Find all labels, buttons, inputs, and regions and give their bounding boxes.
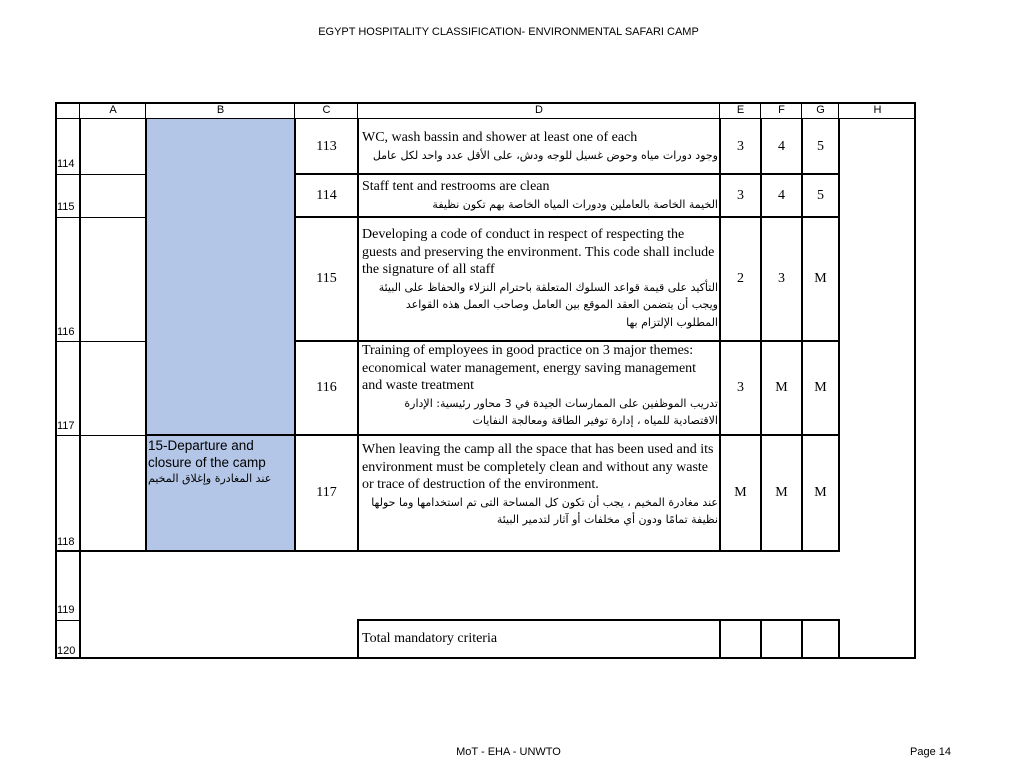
- grid-line: [55, 118, 916, 119]
- criterion-description[interactable]: [358, 178, 720, 216]
- criterion-number[interactable]: 117: [316, 484, 337, 500]
- grid-line: [55, 657, 916, 659]
- score-g[interactable]: 5: [817, 138, 824, 154]
- grid-line: [55, 620, 81, 621]
- column-header-h[interactable]: H: [873, 104, 882, 116]
- score-e[interactable]: 3: [737, 187, 744, 203]
- criterion-number[interactable]: 114: [316, 187, 337, 203]
- criterion-text-ar: عند مغادرة المخيم ، يجب أن تكون كل المساحة التى تم استخدامها وما حولها نظيفة تمامًا ودون أي مخلفات أو آثار لتدمير البيئة: [371, 495, 718, 526]
- score-g[interactable]: M: [814, 380, 827, 395]
- criterion-text-ar: الخيمة الخاصة بالعاملين ودورات المياه الخاصة بهم تكون نظيفة: [432, 197, 718, 211]
- grid-line: [55, 550, 840, 552]
- page-number: Page 14: [910, 746, 951, 758]
- grid-line: [145, 434, 840, 436]
- spreadsheet: [55, 102, 916, 659]
- grid-line: [357, 619, 840, 621]
- criterion-description[interactable]: [358, 129, 720, 173]
- grid-line: [838, 119, 840, 551]
- column-header-g[interactable]: G: [816, 104, 825, 116]
- score-g[interactable]: 5: [817, 187, 824, 203]
- score-e[interactable]: 3: [737, 138, 744, 154]
- score-e[interactable]: 2: [737, 271, 744, 286]
- score-g[interactable]: M: [814, 271, 827, 286]
- score-e[interactable]: M: [734, 484, 747, 500]
- grid-line: [760, 119, 762, 551]
- document-header: EGYPT HOSPITALITY CLASSIFICATION- ENVIRONMENTAL SAFARI CAMP: [318, 26, 699, 38]
- grid-line: [145, 102, 146, 119]
- column-header-a[interactable]: A: [109, 104, 117, 116]
- grid-line: [838, 619, 840, 659]
- criterion-description[interactable]: [358, 441, 720, 549]
- row-number[interactable]: 115: [57, 201, 75, 213]
- document-footer: MoT - EHA - UNWTO: [456, 746, 561, 758]
- column-header-c[interactable]: C: [322, 104, 331, 116]
- score-f[interactable]: M: [775, 380, 788, 395]
- column-header-d[interactable]: D: [535, 104, 543, 116]
- criterion-text-ar: وجود دورات مياه وحوض غسيل للوجه ودش، على الأقل عدد واحد لكل عامل: [372, 148, 718, 162]
- grid-line: [801, 102, 802, 119]
- grid-line: [295, 340, 840, 342]
- score-e[interactable]: 3: [737, 380, 744, 395]
- row-number[interactable]: 117: [57, 420, 75, 432]
- score-g[interactable]: M: [814, 484, 827, 500]
- grid-line: [295, 216, 840, 218]
- grid-line: [719, 102, 720, 119]
- grid-line: [760, 619, 762, 659]
- grid-line: [294, 102, 295, 119]
- criterion-number[interactable]: 115: [316, 271, 337, 286]
- grid-line: [79, 102, 80, 119]
- criterion-text-en: Developing a code of conduct in respect of respecting the guests and preserving the environment. This code shall include the signature of all staff: [362, 227, 715, 277]
- grid-line: [55, 174, 146, 175]
- row-number[interactable]: 119: [57, 604, 75, 616]
- grid-line: [838, 102, 839, 119]
- section-label-en: 15-Departure and closure of the camp: [148, 438, 266, 470]
- section-label-ar: عند المغادرة وإغلاق المخيم: [148, 472, 272, 485]
- grid-line: [55, 217, 146, 218]
- section-label[interactable]: [146, 437, 295, 497]
- criterion-description[interactable]: [358, 342, 720, 434]
- score-f[interactable]: M: [775, 484, 788, 500]
- grid-line: [79, 119, 81, 659]
- criterion-text-en: WC, wash bassin and shower at least one of each: [362, 130, 638, 145]
- criterion-number[interactable]: 116: [316, 380, 337, 395]
- total-mandatory-label[interactable]: Total mandatory criteria: [362, 631, 498, 647]
- criterion-description[interactable]: [358, 226, 720, 340]
- grid-line: [357, 119, 359, 551]
- row-number[interactable]: 114: [57, 158, 75, 170]
- grid-line: [914, 102, 916, 659]
- column-header-b[interactable]: B: [216, 104, 225, 116]
- grid-line: [801, 619, 803, 659]
- grid-line: [55, 435, 146, 436]
- criterion-text-ar: التأكيد على قيمة قواعد السلوك المتعلقة باحترام النزلاء والحفاظ على البيئة ويجب أن يتضمن العقد الموقع بين العامل وصاحب العمل هذه القواعد المطلوب الإلتزام بها: [378, 280, 718, 329]
- grid-line: [55, 102, 57, 659]
- score-f[interactable]: 4: [778, 138, 785, 154]
- grid-line: [55, 341, 146, 342]
- criterion-text-en: Training of employees in good practice on 3 major themes: economical water management, energy saving management and waste treatment: [362, 343, 697, 393]
- score-f[interactable]: 3: [778, 271, 785, 286]
- criterion-text-ar: تدريب الموظفين على الممارسات الجيدة في 3 محاور رئيسية: الإدارة الاقتصادية للمياه ، إدارة توفير الطاقة ومعالجة النفايات: [404, 396, 718, 427]
- grid-line: [55, 102, 916, 104]
- criterion-text-en: When leaving the camp all the space that has been used and its environment must be completely clean and without any waste or trace of destruction of the environment.: [362, 442, 714, 492]
- grid-line: [357, 619, 359, 659]
- grid-line: [760, 102, 761, 119]
- criterion-text-en: Staff tent and restrooms are clean: [362, 179, 550, 194]
- criterion-number[interactable]: 113: [316, 138, 337, 154]
- grid-line: [801, 119, 803, 551]
- row-number[interactable]: 116: [57, 326, 75, 338]
- score-f[interactable]: 4: [778, 187, 785, 203]
- grid-line: [145, 119, 147, 551]
- grid-line: [294, 119, 296, 551]
- grid-line: [357, 102, 358, 119]
- grid-line: [719, 119, 721, 551]
- row-number[interactable]: 120: [57, 645, 76, 657]
- column-header-e[interactable]: E: [736, 104, 745, 116]
- grid-line: [719, 619, 721, 659]
- grid-line: [295, 173, 840, 175]
- row-number[interactable]: 118: [57, 536, 75, 548]
- column-header-f[interactable]: F: [778, 104, 785, 116]
